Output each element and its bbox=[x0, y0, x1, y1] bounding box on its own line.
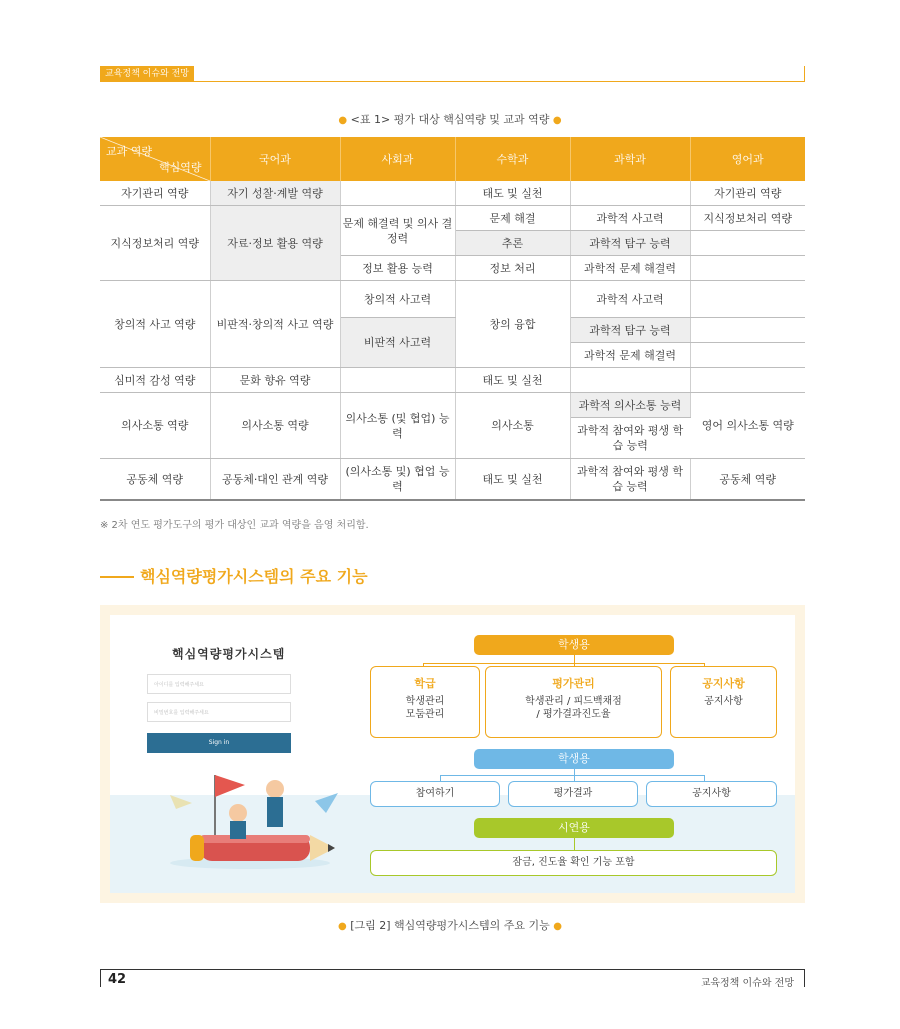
cell-english bbox=[690, 281, 805, 318]
header-english: 영어과 bbox=[690, 137, 805, 181]
cell-korean: 비판적·창의적 사고 역량 bbox=[210, 281, 340, 368]
connector bbox=[574, 838, 575, 850]
footer-title: 교육정책 이슈와 전망 bbox=[700, 978, 794, 989]
caption-dot-icon: ● bbox=[552, 115, 562, 126]
cell-social: 문제 해결력 및 의사 결정력 bbox=[340, 206, 455, 256]
caption-dot-icon: ● bbox=[338, 115, 348, 126]
caption-dot-icon: ● bbox=[337, 921, 347, 932]
table-row bbox=[100, 206, 805, 231]
cell-science bbox=[570, 181, 690, 206]
class-box bbox=[370, 666, 480, 738]
competency-table bbox=[100, 137, 805, 501]
cell-science: 과학적 사고력 bbox=[570, 206, 690, 231]
caption-dot-icon: ● bbox=[553, 921, 563, 932]
table-caption bbox=[0, 111, 900, 127]
eval-box bbox=[485, 666, 662, 738]
cell-math: 정보 처리 bbox=[455, 256, 570, 281]
table-corner-header bbox=[100, 137, 210, 181]
cell-social: 창의적 사고력 bbox=[340, 281, 455, 318]
cell-english bbox=[690, 318, 805, 343]
cell-math: 추론 bbox=[455, 231, 570, 256]
cell-korean: 의사소통 역량 bbox=[210, 393, 340, 459]
cell-math: 문제 해결 bbox=[455, 206, 570, 231]
eval-box-line: 학생관리 / 피드백채점 bbox=[525, 696, 622, 707]
cell-math: 태도 및 실천 bbox=[455, 368, 570, 393]
cell-core: 공동체 역량 bbox=[100, 459, 210, 501]
cell-core: 자기관리 역량 bbox=[100, 181, 210, 206]
cell-science: 과학적 참여와 평생 학습 능력 bbox=[570, 459, 690, 501]
cell-korean: 자기 성찰·계발 역량 bbox=[210, 181, 340, 206]
eval-box-line: / 평가결과진도율 bbox=[536, 709, 611, 720]
header-rule-end bbox=[804, 66, 805, 82]
table-row bbox=[100, 181, 805, 206]
cell-social bbox=[340, 181, 455, 206]
header-social: 사회과 bbox=[340, 137, 455, 181]
student-label: 학생용 bbox=[474, 749, 674, 769]
cell-english: 공동체 역량 bbox=[690, 459, 805, 501]
cell-math: 태도 및 실천 bbox=[455, 181, 570, 206]
cell-social: (의사소통 및) 협업 능력 bbox=[340, 459, 455, 501]
table-row bbox=[100, 393, 805, 418]
cell-science: 과학적 탐구 능력 bbox=[570, 231, 690, 256]
cell-science: 과학적 참여와 평생 학습 능력 bbox=[570, 418, 690, 459]
cell-core: 심미적 감성 역량 bbox=[100, 368, 210, 393]
cell-science: 과학적 문제 해결력 bbox=[570, 343, 690, 368]
table-row bbox=[100, 459, 805, 501]
cell-math: 의사소통 bbox=[455, 393, 570, 459]
section-title-rule bbox=[100, 576, 134, 578]
cell-english bbox=[690, 343, 805, 368]
notice-box-title: 공지사항 bbox=[702, 677, 745, 690]
cell-social bbox=[340, 368, 455, 393]
login-id-input: 아이디를 입력해주세요 bbox=[147, 674, 291, 694]
cell-korean: 자료·정보 활용 역량 bbox=[210, 206, 340, 281]
footer-rule-end bbox=[804, 969, 805, 987]
cell-social: 비판적 사고력 bbox=[340, 318, 455, 368]
page-number: 42 bbox=[108, 972, 127, 987]
student-item-participate: 참여하기 bbox=[370, 781, 500, 807]
cell-core: 의사소통 역량 bbox=[100, 393, 210, 459]
students-pencil-illustration bbox=[160, 755, 350, 875]
footer-rule bbox=[100, 969, 805, 970]
table-note: ※ 2차 연도 평가도구의 평가 대상인 교과 역량을 음영 처리함. bbox=[100, 520, 369, 531]
cell-social: 정보 활용 능력 bbox=[340, 256, 455, 281]
footer-rule-start bbox=[100, 969, 101, 987]
student-item-notice: 공지사항 bbox=[646, 781, 777, 807]
table-caption-text: <표 1> 평가 대상 핵심역량 및 교과 역량 bbox=[350, 113, 550, 126]
header-tag: 교육정책 이슈와 전망 bbox=[100, 66, 194, 82]
figure-caption bbox=[0, 917, 900, 933]
cell-science: 과학적 의사소통 능력 bbox=[570, 393, 690, 418]
cell-korean: 공동체·대인 관계 역량 bbox=[210, 459, 340, 501]
header-math: 수학과 bbox=[455, 137, 570, 181]
cell-english: 영어 의사소통 역량 bbox=[690, 393, 805, 459]
class-box-line: 모둠관리 bbox=[405, 709, 445, 720]
cell-science bbox=[570, 368, 690, 393]
notice-box bbox=[670, 666, 777, 738]
section-title: 핵심역량평가시스템의 주요 기능 bbox=[140, 567, 368, 586]
class-box-line: 학생관리 bbox=[405, 696, 445, 707]
system-figure bbox=[110, 615, 795, 893]
connector bbox=[440, 775, 705, 776]
login-title: 핵심역량평가시스템 bbox=[172, 647, 286, 661]
table-row bbox=[100, 281, 805, 318]
table-row bbox=[100, 368, 805, 393]
cell-science: 과학적 사고력 bbox=[570, 281, 690, 318]
cell-math: 태도 및 실천 bbox=[455, 459, 570, 501]
connector bbox=[423, 663, 704, 664]
connector bbox=[574, 655, 575, 663]
cell-science: 과학적 탐구 능력 bbox=[570, 318, 690, 343]
demo-description: 잠금, 진도율 확인 기능 포함 bbox=[370, 850, 777, 876]
cell-english bbox=[690, 231, 805, 256]
header-rule bbox=[100, 81, 805, 82]
corner-subject: 교과 역량 bbox=[106, 145, 153, 158]
cell-science: 과학적 문제 해결력 bbox=[570, 256, 690, 281]
cell-english: 지식정보처리 역량 bbox=[690, 206, 805, 231]
cell-math: 창의 융합 bbox=[455, 281, 570, 368]
cell-core: 지식정보처리 역량 bbox=[100, 206, 210, 281]
cell-core: 창의적 사고 역량 bbox=[100, 281, 210, 368]
figure-caption-text: [그림 2] 핵심역량평가시스템의 주요 기능 bbox=[350, 919, 550, 932]
demo-label: 시연용 bbox=[474, 818, 674, 838]
cell-social: 의사소통 (및 협업) 능력 bbox=[340, 393, 455, 459]
corner-core: 핵심역량 bbox=[158, 161, 202, 174]
table-header-row bbox=[100, 137, 805, 181]
student-item-results: 평가결과 bbox=[508, 781, 638, 807]
login-password-input: 비밀번호를 입력해주세요 bbox=[147, 702, 291, 722]
cell-english: 자기관리 역량 bbox=[690, 181, 805, 206]
cell-english bbox=[690, 368, 805, 393]
eval-box-title: 평가관리 bbox=[552, 677, 595, 690]
header-science: 과학과 bbox=[570, 137, 690, 181]
class-box-title: 학급 bbox=[414, 677, 436, 690]
notice-box-line: 공지사항 bbox=[704, 696, 743, 707]
login-sign-in-button: Sign in bbox=[147, 733, 291, 753]
header-korean: 국어과 bbox=[210, 137, 340, 181]
cell-korean: 문화 향유 역량 bbox=[210, 368, 340, 393]
cell-english bbox=[690, 256, 805, 281]
teacher-label: 학생용 bbox=[474, 635, 674, 655]
